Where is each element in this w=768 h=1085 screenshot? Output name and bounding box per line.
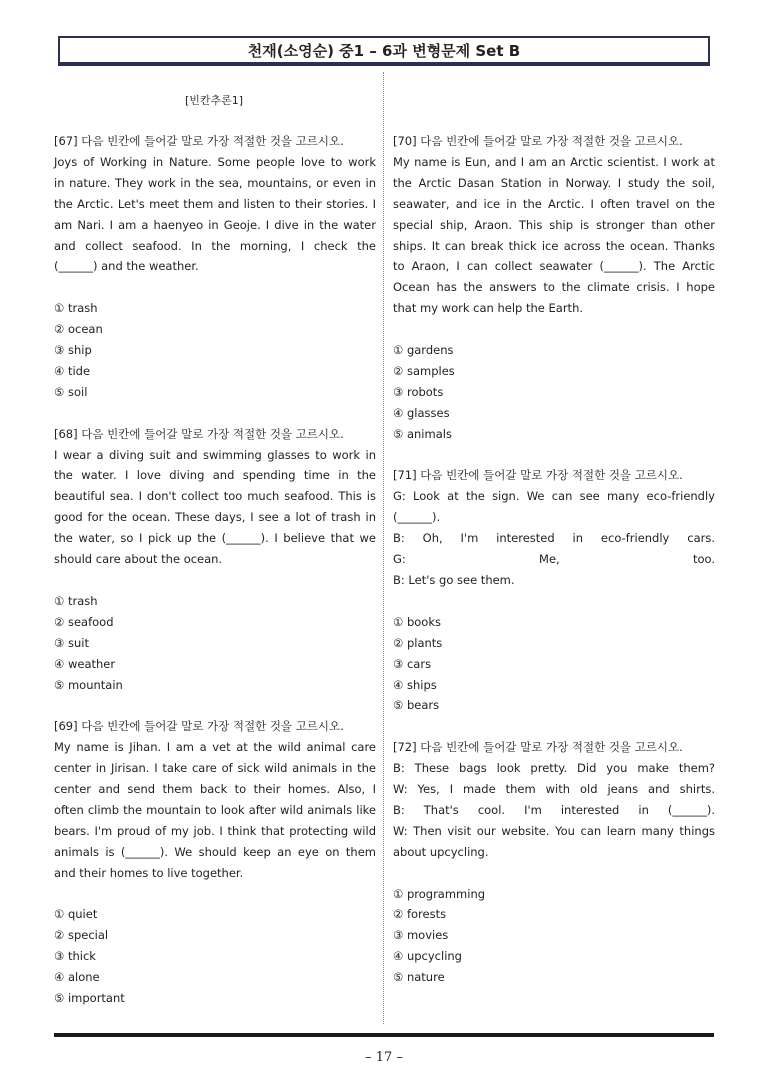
answer-option[interactable]: ④ weather [54,656,116,671]
passage-line: B: These bags look pretty. Did you make them? [393,761,715,776]
question-title: [69] 다음 빈칸에 들어갈 말로 가장 적절한 것을 고르시오. [54,719,344,734]
passage-line: W: Yes, I made them with old jeans and shirts. [393,782,715,797]
question-title: [68] 다음 빈칸에 들어갈 말로 가장 적절한 것을 고르시오. [54,426,344,441]
question-block [393,737,715,988]
answer-options [393,884,715,989]
answer-option[interactable]: ① quiet [54,907,98,922]
question-block [54,424,376,717]
answer-option[interactable]: ② samples [393,363,455,378]
page-title: 천재(소영순) 중1 – 6과 변형문제 Set B [247,41,521,60]
question-passage [54,152,376,277]
passage-line: Ocean has the answers to the climate crisis. I hope [393,280,715,295]
question-block [393,465,715,737]
answer-options [393,612,715,717]
passage-line: special ship, Araon. This ship is stronger than other [393,217,715,232]
passage-line: center and send them back to their homes. Also, I [54,782,376,797]
passage-line: Joys of Working in Nature. Some people love to work [54,154,376,169]
passage-line: that my work can help the Earth. [393,301,584,316]
left-column [54,131,376,1009]
answer-option[interactable]: ② forests [393,907,447,922]
answer-option[interactable]: ⑤ mountain [54,677,123,692]
passage-line: G: Look at the sign. We can see many eco-friendly [393,489,715,504]
question-passage [393,486,715,591]
passage-line: B: Oh, I'm interested in eco-friendly cars. [393,531,715,546]
passage-line: center in Jirisan. I take care of sick wild animals in the [54,761,376,776]
answer-option[interactable]: ④ glasses [393,405,450,420]
answer-option[interactable]: ③ cars [393,656,432,671]
question-passage [54,445,376,570]
passage-line: (______) and the weather. [54,259,199,274]
answer-option[interactable]: ④ tide [54,363,91,378]
answer-option[interactable]: ⑤ nature [393,970,445,985]
bottom-rule [54,1033,714,1037]
passage-line: the water. I love diving and spending time in the [54,468,376,483]
section-tag: [빈칸추론1] [185,94,244,107]
passage-line: seawater, and ice in the Arctic. I often travel on the [393,196,715,211]
answer-option[interactable]: ④ upcycling [393,949,462,964]
question-spacer [393,445,715,466]
passage-line: the Arctic. Let's meet them and listen to their stories. I [54,196,376,211]
passage-line: am Nari. I am a haenyeo in Geoje. I dive in the water [54,217,376,232]
answer-options [54,298,376,403]
question-title: [72] 다음 빈칸에 들어갈 말로 가장 적절한 것을 고르시오. [393,740,683,755]
answer-option[interactable]: ① programming [393,886,486,901]
passage-line: B: That's cool. I'm interested in (______). [393,802,715,817]
passage-line: in nature. They work in the sea, mountains, or even in [54,175,376,190]
question-title: [71] 다음 빈칸에 들어갈 말로 가장 적절한 것을 고르시오. [393,468,683,483]
answer-option[interactable]: ① trash [54,301,98,316]
passage-line: bears. I'm proud of my job. I think that protecting wild [54,823,376,838]
passage-line: ships. It can break thick ice across the ocean. Thanks [393,238,715,253]
passage-line: about upcycling. [393,844,489,859]
question-block [54,716,376,1009]
passage-line: My name is Eun, and I am an Arctic scientist. I work at [393,154,715,169]
passage-line: often climb the mountain to look after wild animals like [54,802,376,817]
question-passage [393,758,715,863]
question-spacer [54,403,376,424]
passage-line: B: Let's go see them. [393,573,515,587]
answer-option[interactable]: ② seafood [54,614,114,629]
answer-option[interactable]: ② plants [393,635,443,650]
answer-option[interactable]: ③ suit [54,635,89,650]
answer-option[interactable]: ① gardens [393,343,454,358]
passage-line: I wear a diving suit and swimming glasses to work in [54,447,376,462]
question-title: [67] 다음 빈칸에 들어갈 말로 가장 적절한 것을 고르시오. [54,134,344,148]
question-passage [54,737,376,883]
passage-line: should care about the ocean. [54,552,223,567]
answer-option[interactable]: ② ocean [54,322,103,337]
answer-option[interactable]: ③ movies [393,928,449,943]
passage-line: the Arctic Dasan Station in Norway. I study the soil, [393,175,715,190]
column-divider [383,72,384,1024]
answer-option[interactable]: ① trash [54,593,98,608]
question-spacer [393,716,715,737]
answer-option[interactable]: ④ ships [393,677,437,692]
question-spacer [54,695,376,716]
passage-line: and their homes to live together. [54,865,244,880]
passage-line: and collect seafood. In the morning, I check the [54,238,376,253]
passage-line: the water, so I pick up the (______). I believe that we [54,531,376,546]
answer-option[interactable]: ⑤ bears [393,698,440,713]
question-passage [393,152,715,319]
answer-options [393,340,715,445]
passage-line: (______). [393,510,441,525]
answer-option[interactable]: ② special [54,928,109,943]
answer-options [54,904,376,1009]
passage-line: to Araon, I can collect seawater (______). The Arctic [393,259,715,274]
passage-line: good for the ocean. These days, I see a lot of trash in [54,510,376,525]
answer-option[interactable]: ⑤ soil [54,384,88,399]
passage-line: beautiful sea. I don't collect too much seafood. This is [54,489,376,504]
answer-option[interactable]: ⑤ animals [393,426,452,441]
question-block [393,131,715,465]
passage-line: My name is Jihan. I am a vet at the wild animal care [54,740,376,755]
answer-option[interactable]: ③ robots [393,384,444,399]
question-block [54,131,376,424]
page-header [58,36,710,64]
answer-option[interactable]: ⑤ important [54,991,125,1006]
passage-line: animals is (______). We should keep an eye on them [54,844,376,859]
answer-option[interactable]: ③ ship [54,343,92,358]
answer-options [54,591,376,696]
right-column [393,131,715,988]
page-number: – 17 – [365,1050,403,1065]
answer-option[interactable]: ③ thick [54,949,96,964]
question-title: [70] 다음 빈칸에 들어갈 말로 가장 적절한 것을 고르시오. [393,134,683,148]
passage-line: G: Me, too. [393,552,715,567]
passage-line: W: Then visit our website. You can learn many things [393,823,715,838]
answer-option[interactable]: ① books [393,614,441,629]
answer-option[interactable]: ④ alone [54,970,100,985]
